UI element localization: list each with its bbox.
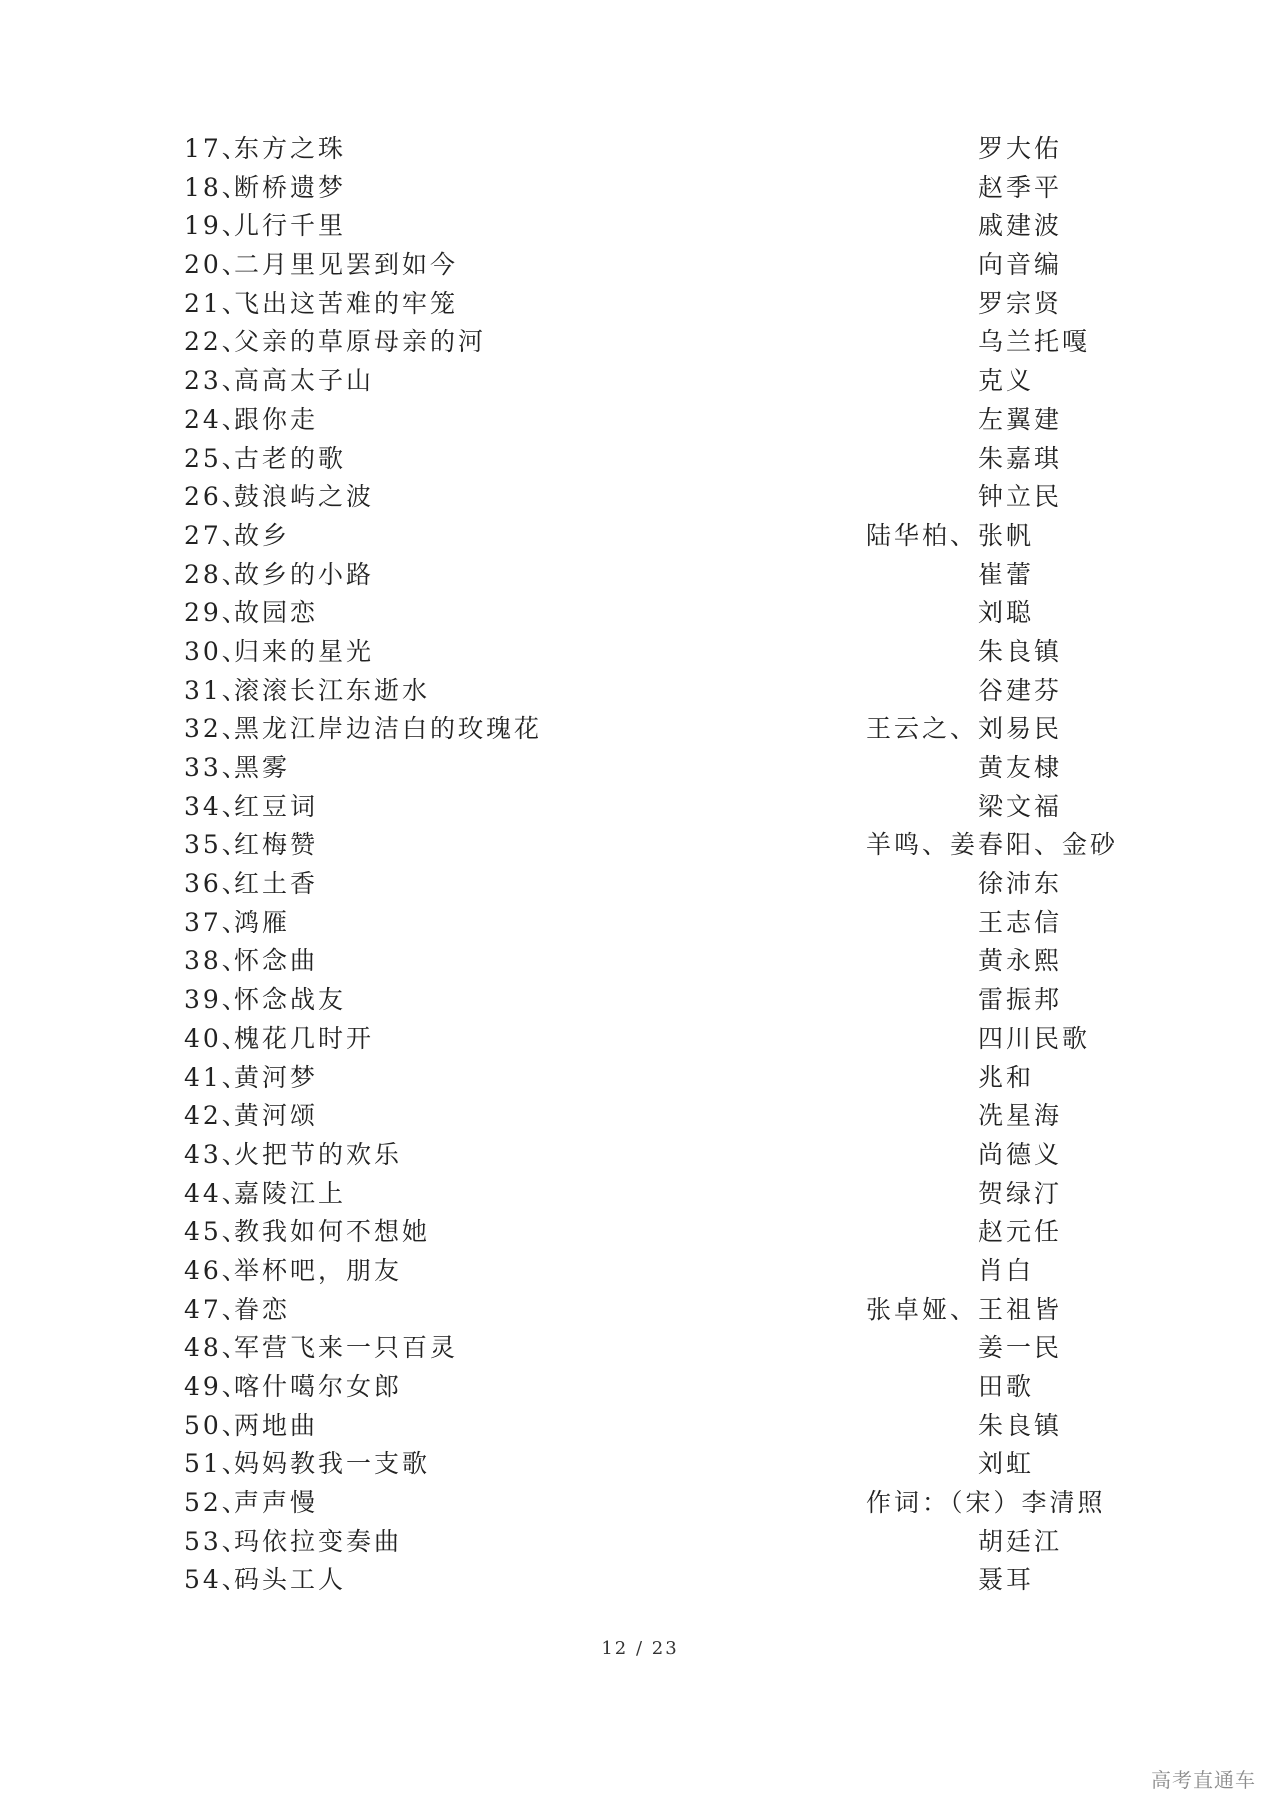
item-number: 49、 [184,1372,250,1401]
song-composer: 赵季平 [978,172,1063,202]
song-title: 故乡的小路 [234,559,375,589]
song-composer: 兆和 [978,1062,1035,1092]
song-title: 红梅赞 [234,830,319,860]
song-title: 妈妈教我一支歌 [234,1449,431,1479]
song-composer: 贺绿汀 [978,1178,1063,1208]
item-number: 44、 [184,1178,250,1208]
item-number: 33、 [184,753,250,782]
song-title: 古老的歌 [234,443,347,473]
item-number: 20、 [184,250,250,280]
list-item [184,1020,1104,1059]
item-number: 42、 [184,1101,250,1131]
item-number: 19、 [184,211,250,241]
list-item [184,1136,1104,1175]
item-number: 54、 [184,1565,250,1595]
song-composer: 黄友棣 [978,753,1063,782]
item-number: 22、 [184,327,250,357]
song-composer: 罗宗贤 [978,288,1063,318]
item-number: 43、 [184,1139,250,1169]
list-item [184,1291,1104,1330]
song-title: 故乡 [234,520,291,550]
song-title: 火把节的欢乐 [234,1139,403,1169]
item-number: 47、 [184,1294,250,1324]
song-composer: 王志信 [978,907,1063,937]
song-composer: 羊鸣、姜春阳、金砂 [866,830,1119,860]
list-item [184,1252,1104,1291]
item-number: 31、 [184,675,250,705]
song-composer: 钟立民 [978,482,1063,512]
item-number: 38、 [184,946,250,976]
song-composer: 胡廷江 [978,1526,1063,1556]
song-title: 码头工人 [234,1565,347,1595]
song-title: 黄河梦 [234,1062,319,1092]
song-composer: 朱良镇 [978,1410,1063,1440]
song-title: 东方之珠 [234,134,347,163]
list-item [184,865,1104,904]
list-item [184,440,1104,479]
song-title: 断桥遗梦 [234,172,347,202]
song-title: 跟你走 [234,404,319,434]
song-composer: 黄永熙 [978,946,1063,976]
song-title: 黑雾 [234,753,291,782]
song-composer: 梁文福 [978,791,1063,821]
song-composer: 徐沛东 [978,869,1063,899]
song-title: 玛依拉变奏曲 [234,1526,403,1556]
song-title: 父亲的草原母亲的河 [234,327,487,357]
list-item [184,1484,1104,1523]
song-composer: 刘虹 [978,1449,1035,1479]
list-item [184,246,1104,285]
list-item [184,826,1119,865]
item-number: 39、 [184,985,250,1015]
song-composer: 克义 [978,366,1035,396]
list-item [184,1329,1104,1368]
song-composer: 尚德义 [978,1139,1063,1169]
list-item [184,788,1104,827]
item-number: 51、 [184,1449,250,1479]
song-composer: 谷建芬 [978,675,1063,705]
item-number: 18、 [184,172,250,202]
list-item [184,1213,1104,1252]
watermark: 高考直通车 [1151,1768,1256,1792]
song-composer: 冼星海 [978,1101,1063,1131]
song-composer: 雷振邦 [978,985,1063,1015]
item-number: 23、 [184,366,250,396]
item-number: 48、 [184,1333,250,1363]
item-number: 32、 [184,714,250,744]
song-title: 飞出这苦难的牢笼 [234,288,459,318]
song-composer: 赵元任 [978,1217,1063,1247]
song-title: 儿行千里 [234,211,347,241]
song-composer: 朱嘉琪 [978,443,1063,473]
item-number: 37、 [184,907,250,937]
song-title: 归来的星光 [234,636,375,666]
song-title: 高高太子山 [234,366,375,396]
song-title: 鼓浪屿之波 [234,482,375,512]
item-number: 53、 [184,1526,250,1556]
list-item [184,556,1104,595]
list-item [184,1523,1104,1562]
song-title: 声声慢 [234,1488,319,1518]
list-item [184,633,1104,672]
item-number: 35、 [184,830,250,860]
list-item [184,1175,1104,1214]
list-item [184,169,1104,208]
list-item [184,130,1104,169]
song-title: 喀什噶尔女郎 [234,1372,403,1401]
song-composer: 左翼建 [978,404,1063,434]
song-composer: 四川民歌 [978,1023,1091,1053]
song-composer: 向音编 [978,250,1063,280]
item-number: 24、 [184,404,250,434]
song-composer: 罗大佑 [978,134,1063,163]
list-item [184,672,1104,711]
list-item [184,904,1104,943]
song-title: 眷恋 [234,1294,291,1324]
list-item [184,1097,1104,1136]
list-item [184,478,1104,517]
item-number: 52、 [184,1488,250,1518]
song-title: 黄河颂 [234,1101,319,1131]
list-item [184,710,1104,749]
list-item [184,1445,1104,1484]
song-title: 红豆词 [234,791,319,821]
page-number: 12 / 23 [601,1638,679,1659]
song-title: 二月里见罢到如今 [234,250,459,280]
song-composer: 崔蕾 [978,559,1035,589]
item-number: 41、 [184,1062,250,1092]
item-number: 45、 [184,1217,250,1247]
song-title: 故园恋 [234,598,319,628]
list-item [184,594,1104,633]
list-item [184,981,1104,1020]
list-item [184,1407,1104,1446]
item-number: 46、 [184,1255,250,1285]
song-composer: 聂耳 [978,1565,1035,1595]
item-number: 36、 [184,869,250,899]
song-title: 怀念曲 [234,946,319,976]
list-item [184,749,1104,788]
song-composer: 张卓娅、王祖皆 [866,1294,1063,1324]
song-composer: 朱良镇 [978,636,1063,666]
item-number: 21、 [184,288,250,318]
song-title: 军营飞来一只百灵 [234,1333,459,1363]
song-composer: 姜一民 [978,1333,1063,1363]
song-title: 教我如何不想她 [234,1217,431,1247]
song-title: 黑龙江岸边洁白的玫瑰花 [234,714,543,744]
song-title: 红土香 [234,869,319,899]
song-title: 怀念战友 [234,985,347,1015]
item-number: 40、 [184,1023,250,1053]
song-composer: 作词：（宋）李清照 [866,1488,1106,1518]
song-composer: 田歌 [978,1372,1035,1401]
item-number: 27、 [184,520,250,550]
list-item [184,362,1104,401]
list-item [184,517,1104,556]
song-title: 嘉陵江上 [234,1178,347,1208]
item-number: 30、 [184,636,250,666]
song-composer: 刘聪 [978,598,1035,628]
song-title: 槐花几时开 [234,1023,375,1053]
item-number: 34、 [184,791,250,821]
list-item [184,323,1104,362]
song-composer: 戚建波 [978,211,1063,241]
list-item [184,401,1104,440]
song-title: 举杯吧，朋友 [234,1255,403,1285]
song-title: 鸿雁 [234,907,291,937]
list-item [184,1059,1104,1098]
item-number: 28、 [184,559,250,589]
item-number: 50、 [184,1410,250,1440]
song-list [184,130,1119,1600]
list-item [184,207,1104,246]
song-composer: 乌兰托嘎 [978,327,1091,357]
list-item [184,1561,1104,1600]
list-item [184,285,1104,324]
song-composer: 肖白 [978,1255,1035,1285]
song-title: 两地曲 [234,1410,319,1440]
item-number: 25、 [184,443,250,473]
item-number: 29、 [184,598,250,628]
song-title: 滚滚长江东逝水 [234,675,431,705]
list-item [184,942,1104,981]
list-item [184,1368,1104,1407]
item-number: 26、 [184,482,250,512]
item-number: 17、 [184,134,250,163]
song-composer: 王云之、刘易民 [866,714,1063,744]
song-composer: 陆华柏、张帆 [866,520,1035,550]
